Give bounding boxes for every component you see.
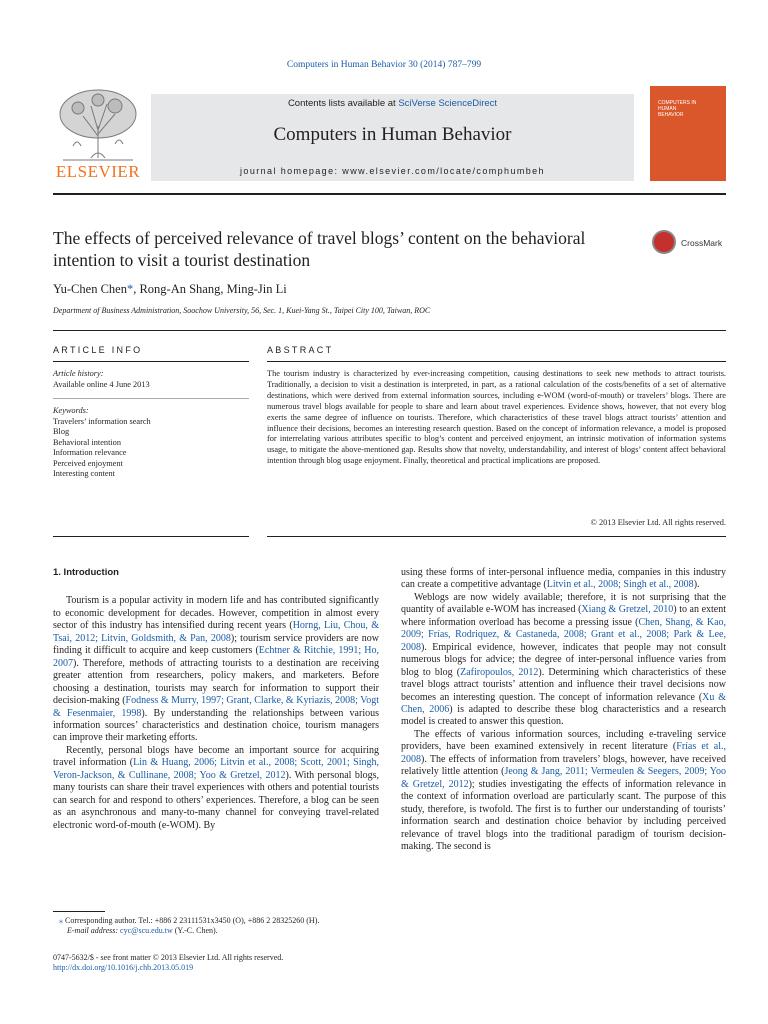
footnote: ⁎ Corresponding author. Tel.: +886 2 23111531x3450 (O), +886 2 28325260 (H). E-mail address: cyc@scu.edu.tw (Y.-C. Chen).	[59, 916, 320, 936]
section-divider	[53, 330, 726, 331]
info-bottom-divider	[53, 536, 249, 537]
doi-link[interactable]: http://dx.doi.org/10.1016/j.chb.2013.05.019	[53, 963, 194, 973]
paragraph	[401, 567, 726, 592]
keyword: Travelers’ information search	[53, 416, 151, 426]
section-heading: 1. Introduction	[53, 567, 119, 578]
paragraph	[53, 745, 379, 832]
paragraph-text: Weblogs are now widely available; therefore, it is not surprising that the quantity of available e-WOM has increased (	[401, 591, 726, 616]
paragraph-text: ). By understanding the relationships between various information sources’ characteristics and destination choice, tourism managers can improve their marketing efforts.	[53, 707, 379, 744]
paragraph	[53, 595, 379, 744]
paragraph-text: ). Determining which characteristics of these travel blogs attract tourists’ attention and influence their travel decisions now becomes an interesting question. The concept of information relevance (	[401, 666, 727, 703]
paragraph-text: ).	[693, 579, 700, 591]
keywords-block	[53, 406, 249, 480]
journal-banner	[151, 94, 634, 181]
citation-link[interactable]: Zafiropoulos, 2012	[460, 666, 539, 678]
article-history	[53, 369, 249, 390]
journal-title: Computers in Human Behavior	[273, 124, 512, 145]
citation-link[interactable]: Echtner & Ritchie, 1991; Ho, 2007	[53, 645, 379, 669]
history-label: Article history:	[53, 369, 104, 378]
citation-link[interactable]: Lin & Huang, 2006; Litvin et al., 2008; Scott, 2001; Singh, Veron-Jackson, & Cullinane, 2008; Yoo & Gretzel, 2012	[53, 757, 380, 781]
keyword: Blog	[53, 427, 70, 436]
email-link[interactable]: cyc@scu.edu.tw	[120, 926, 173, 936]
affiliation: Department of Business Administration, Soochow University, 56, Sec. 1, Kuei-Yang St., Taipei City 100, Taiwan, ROC	[53, 306, 431, 315]
front-matter	[53, 953, 413, 974]
info-subdivider	[53, 398, 249, 399]
paragraph-text: ) to an extent where information overload has become a pressing issue (	[401, 604, 726, 628]
abstract-heading: ABSTRACT	[267, 345, 334, 355]
citation-link[interactable]: Horng, Liu, Chou, & Tsai, 2012; Litvin, Goldsmith, & Pan, 2008	[53, 620, 380, 644]
paragraph-text: using these forms of inter-personal influence media, companies in this industry can create a competitive advantage (	[401, 567, 726, 591]
crossmark-badge[interactable]	[652, 228, 732, 258]
keywords-label: Keywords:	[53, 406, 89, 415]
citation-link[interactable]: Xu & Chen, 2006	[401, 691, 727, 715]
citation-link[interactable]: Jeong & Jang, 2011; Vermeulen & Seegers, 2009; Yoo & Gretzel, 2012	[401, 766, 726, 790]
issn-line: 0747-5632/$ - see front matter © 2013 Elsevier Ltd. All rights reserved.	[53, 953, 284, 962]
elsevier-logo	[53, 86, 143, 184]
article-title: The effects of perceived relevance of travel blogs’ content on the behavioral intention to visit a tourist destination	[53, 228, 586, 270]
paragraph	[401, 592, 726, 729]
homepage-link[interactable]: www.elsevier.com/locate/comphumbeh	[342, 166, 545, 176]
crossmark-label: CrossMark	[681, 238, 723, 248]
header-divider	[53, 193, 726, 195]
journal-homepage: journal homepage: www.elsevier.com/locate/comphumbeh	[240, 166, 545, 176]
citation-link[interactable]: Xiang & Gretzel, 2010	[581, 604, 674, 616]
journal-reference[interactable]: Computers in Human Behavior 30 (2014) 787–799	[286, 60, 482, 70]
footnote-mark[interactable]: ⁎	[59, 916, 63, 925]
citation-link[interactable]: Litvin et al., 2008; Singh et al., 2008	[546, 579, 694, 591]
body-left-column	[53, 567, 379, 832]
cover-title: COMPUTERS IN HUMAN BEHAVIOR	[658, 100, 697, 118]
footnote-divider	[53, 911, 105, 912]
paragraph-text: ). With personal blogs, many tourists can share their travel experiences with others and potential tourists can search for and respond to others’ experiences. Therefore, a blog can be seen as an asynchronous and many-to-many channel for conveying travel-related electronic word-of-mouth (e-WOM). By	[53, 769, 379, 831]
elsevier-tree-icon	[53, 86, 143, 164]
citation-link[interactable]: Fodness & Murry, 1997; Grant, Clarke, & Kyriazis, 2008; Vogt & Fesenmaier, 1998	[53, 695, 379, 719]
paragraph-text: Tourism is a popular activity in modern life and has contributed significantly to economic development for decades. However, competition in almost every sector of this industry has intensified during recent years (	[53, 595, 379, 632]
paragraph-text: ) is adapted to describe these blog characteristics and a research model is created to answer this question.	[401, 703, 726, 728]
paragraph-text: ); studies investigating the effects of information relevance in the context of information overload are particularly scant. The purpose of this study, therefore, is twofold. The first is to further our understanding of tourists’ information search and destination choice behavior by including perceived relevance of travel blogs into the traditional paradigm of tourism decision-making. The second is	[401, 778, 726, 852]
keyword: Interesting content	[53, 469, 115, 478]
sciencedirect-link[interactable]: SciVerse ScienceDirect	[398, 98, 498, 109]
citation-link[interactable]: Chen, Shang, & Kao, 2009; Frías, Rodriquez, & Castaneda, 2008; Grant et al., 2008; Park & Lee, 2008	[401, 616, 727, 653]
keyword: Perceived enjoyment	[53, 458, 123, 468]
abstract-divider	[267, 361, 726, 362]
journal-header	[53, 86, 726, 186]
history-value: Available online 4 June 2013	[53, 379, 150, 389]
abstract-copyright: © 2013 Elsevier Ltd. All rights reserved.	[590, 518, 726, 527]
keyword: Behavioral intention	[53, 437, 121, 447]
publisher-name: ELSEVIER	[55, 162, 141, 181]
contents-line: Contents lists available at SciVerse ScienceDirect	[287, 98, 498, 109]
journal-cover-image	[650, 86, 726, 181]
abstract-bottom-divider	[267, 536, 726, 537]
paragraph-text: Recently, personal blogs have become an important source for acquiring travel information (	[53, 744, 379, 769]
abstract-text: The tourism industry is characterized by ever-increasing competition, causing destinations to seek new methods to attract tourists. Traditionally, a decision to visit a destination is interpreted, in part, as a rational calculation of the costs/benefits of a set of alternative destinations, which were derived from external information sources, including e-WOM (word-of-mouth) or travelers’ blogs. There are numerous travel blogs available for people to share and learn about travel experiences. Evidence shows, however, that not every blog exerts the same degree of influence on tourists. Therefore, which characteristics of these travel blogs attract tourists’ attention and influence their decisions, becomes an interesting research question. Based on the concept of information relevance, a model is proposed for interrelating various attributes specific to blog’s content and perceived enjoyment, an intrinsic motivation of information systems usage, to mitigate the above-mentioned gap. Results show that novelty, understandability, and interest of blogs’ content affect behavioral intention through blog usage enjoyment. Finally, theoretical and practical implications are proposed.	[267, 369, 726, 466]
info-divider	[53, 361, 249, 362]
body-right-column	[401, 567, 726, 853]
keyword: Information relevance	[53, 448, 127, 457]
paragraph-text: ). Empirical evidence, however, indicates that people may not consult numerous blogs for advice; the degree of inter-personal influence varies from blog to blog (	[401, 641, 726, 678]
paragraph-text: ); tourism service providers are now finding it difficult to acquire and keep customers (	[53, 632, 379, 657]
author-list: Yu-Chen Chen*, Rong-An Shang, Ming-Jin Li	[53, 282, 287, 296]
paragraph-text: The effects of various information sources, including e-traveling service providers, have been examined extensively in recent literature (	[401, 728, 726, 753]
paragraph-text: ). The effects of information from travelers’ blogs, however, have received relatively little attention (	[401, 753, 726, 778]
paragraph-text: ). Therefore, methods of attracting tourists to a destination are receiving greater attention from researchers, policy makers, and marketers. Before choosing a destination, tourists may search for information to support their decision-making (	[53, 657, 379, 707]
crossmark-icon	[652, 230, 676, 254]
corresponding-author-mark[interactable]: *	[126, 282, 134, 296]
citation-link[interactable]: Frías et al., 2008	[401, 741, 726, 765]
article-info-heading: ARTICLE INFO	[53, 345, 143, 355]
paragraph	[401, 729, 726, 854]
